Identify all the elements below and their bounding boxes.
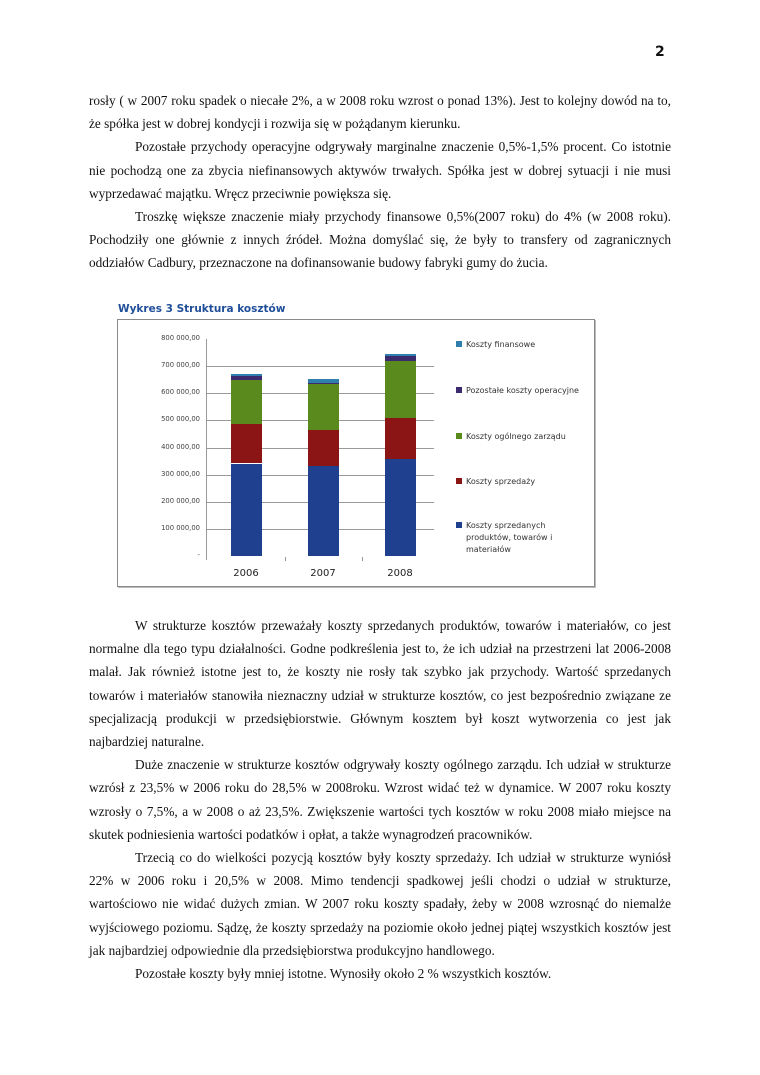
- y-tick-label: -: [197, 551, 200, 559]
- legend-item: [456, 339, 586, 351]
- bar-segment: [231, 424, 262, 463]
- legend-label: Koszty sprzedanych produktów, towarów i materiałów: [466, 521, 553, 554]
- legend-label: Koszty finansowe: [466, 340, 536, 349]
- y-tick-label: 400 000,00: [161, 442, 200, 451]
- bar-segment: [385, 418, 416, 459]
- legend-label: Koszty ogólnego zarządu: [466, 432, 566, 441]
- x-tick-label: 2008: [387, 568, 413, 579]
- bar-segment: [385, 354, 416, 356]
- y-tick-label: 700 000,00: [161, 361, 200, 370]
- paragraph: Trzecią co do wielkości pozycją kosztów były koszty sprzedaży. Ich udział w strukturze wyniósł 22% w 2006 roku i 20,5% w 2008. Mimo tendencji spadkowej jeśli chodzi o udział w strukturze, wartościowo nie widać dużych zmian. W 2007 roku koszty spadały, żeby w 2008 wzrosnąć do niemalże wyjściowego poziomu. Sądzę, że koszty sprzedaży na poziomie około jednej piątej wszystkich kosztów jest jak najbardziej odpowiednie dla przedsiębiorstwa produkcyjno handlowego.: [89, 850, 671, 958]
- bar-segment: [308, 379, 339, 383]
- bar-2008: [385, 339, 416, 556]
- y-tick-label: 200 000,00: [161, 496, 200, 505]
- legend-item: [456, 385, 586, 397]
- bar-2007: [308, 339, 339, 556]
- bar-segment: [231, 380, 262, 424]
- bar-segment: [385, 356, 416, 361]
- legend-item: [456, 520, 566, 556]
- paragraph: W strukturze kosztów przeważały koszty sprzedanych produktów, towarów i materiałów, co jest normalne dla tego typu działalności. Godne podkreślenia jest to, że ich udział na przestrzeni lat 2006-2008 malał. Jak również istotne jest to, że koszty nie rosły tak szybko jak przychody. Wartość sprzedanych towarów i materiałów stanowiła nieznaczny udział w strukturze kosztów, co jest bezpośrednio związane ze specjalizacją produkcji w przedsiębiorstwie. Głównym kosztem był koszt wytworzenia co jest jak najbardziej naturalne.: [89, 618, 671, 750]
- x-tick-mark: [285, 557, 286, 561]
- bar-segment: [231, 374, 262, 376]
- y-tick-label: 800 000,00: [161, 334, 200, 342]
- chart-plot-area: [206, 339, 434, 557]
- x-tick-label: 2007: [310, 568, 336, 579]
- paragraph: rosły ( w 2007 roku spadek o niecałe 2%, a w 2008 roku wzrost o ponad 13%). Jest to kolejny dowód na to, że spółka jest w dobrej kondycji i rozwija się w pożądanym kierunku.: [89, 93, 671, 132]
- legend-swatch-icon: [456, 478, 462, 484]
- bar-segment: [308, 383, 339, 384]
- legend-swatch-icon: [456, 341, 462, 347]
- legend-swatch-icon: [456, 387, 462, 393]
- bar-2006: [231, 339, 262, 556]
- y-axis-line: [206, 339, 207, 560]
- y-tick-label: 300 000,00: [161, 469, 200, 478]
- legend-item: [456, 431, 586, 443]
- legend-swatch-icon: [456, 433, 462, 439]
- text-block-bottom: [89, 614, 671, 985]
- legend-label: Pozostałe koszty operacyjne: [466, 386, 579, 395]
- y-tick-label: 100 000,00: [161, 523, 200, 532]
- bar-segment: [385, 459, 416, 556]
- legend-swatch-icon: [456, 522, 462, 528]
- page-number: 2: [655, 44, 665, 60]
- bar-segment: [231, 376, 262, 380]
- bar-segment: [308, 430, 339, 465]
- paragraph: Pozostałe przychody operacyjne odgrywały marginalne znaczenie 0,5%-1,5% procent. Co istotnie nie pochodzą one za zbycia niefinansowych aktywów trwałych. Spółka jest w dobrej sytuacji i nie musi wyprzedawać majątku. Wręcz przeciwnie powiększa się.: [89, 139, 671, 201]
- x-tick-mark: [362, 557, 363, 561]
- bar-segment: [308, 384, 339, 430]
- paragraph: Troszkę większe znaczenie miały przychody finansowe 0,5%(2007 roku) do 4% (w 2008 roku). Pochodziły one głównie z innych źródeł. Można domyślać się, że były to transfery od zagranicznych oddziałów Cadbury, przeznaczone na dofinansowanie budowy fabryki gumy do żucia.: [89, 209, 671, 271]
- text-block-top: [89, 89, 671, 275]
- bar-segment: [385, 361, 416, 418]
- x-tick-label: 2006: [233, 568, 259, 579]
- paragraph: Duże znaczenie w strukturze kosztów odgrywały koszty ogólnego zarządu. Ich udział w strukturze wzrósł z 23,5% w 2006 roku do 28,5% w 2008roku. Wzrost widać też w dynamice. W 2007 roku koszty wzrosły o 7,5%, a w 2008 o aż 23,5%. Zwiększenie wartości tych kosztów w roku 2008 miało miejsce na skutek podniesienia wartości podatków i opłat, a także wynagrodzeń pracowników.: [89, 757, 671, 842]
- y-tick-label: 600 000,00: [161, 388, 200, 397]
- legend-item: [456, 476, 586, 488]
- paragraph: Pozostałe koszty były mniej istotne. Wynosiły około 2 % wszystkich kosztów.: [135, 966, 552, 982]
- y-tick-label: 500 000,00: [161, 415, 200, 424]
- legend-label: Koszty sprzedaży: [466, 477, 536, 486]
- bar-segment: [231, 464, 262, 556]
- chart-title: Wykres 3 Struktura kosztów: [118, 303, 286, 315]
- bar-segment: [308, 466, 339, 556]
